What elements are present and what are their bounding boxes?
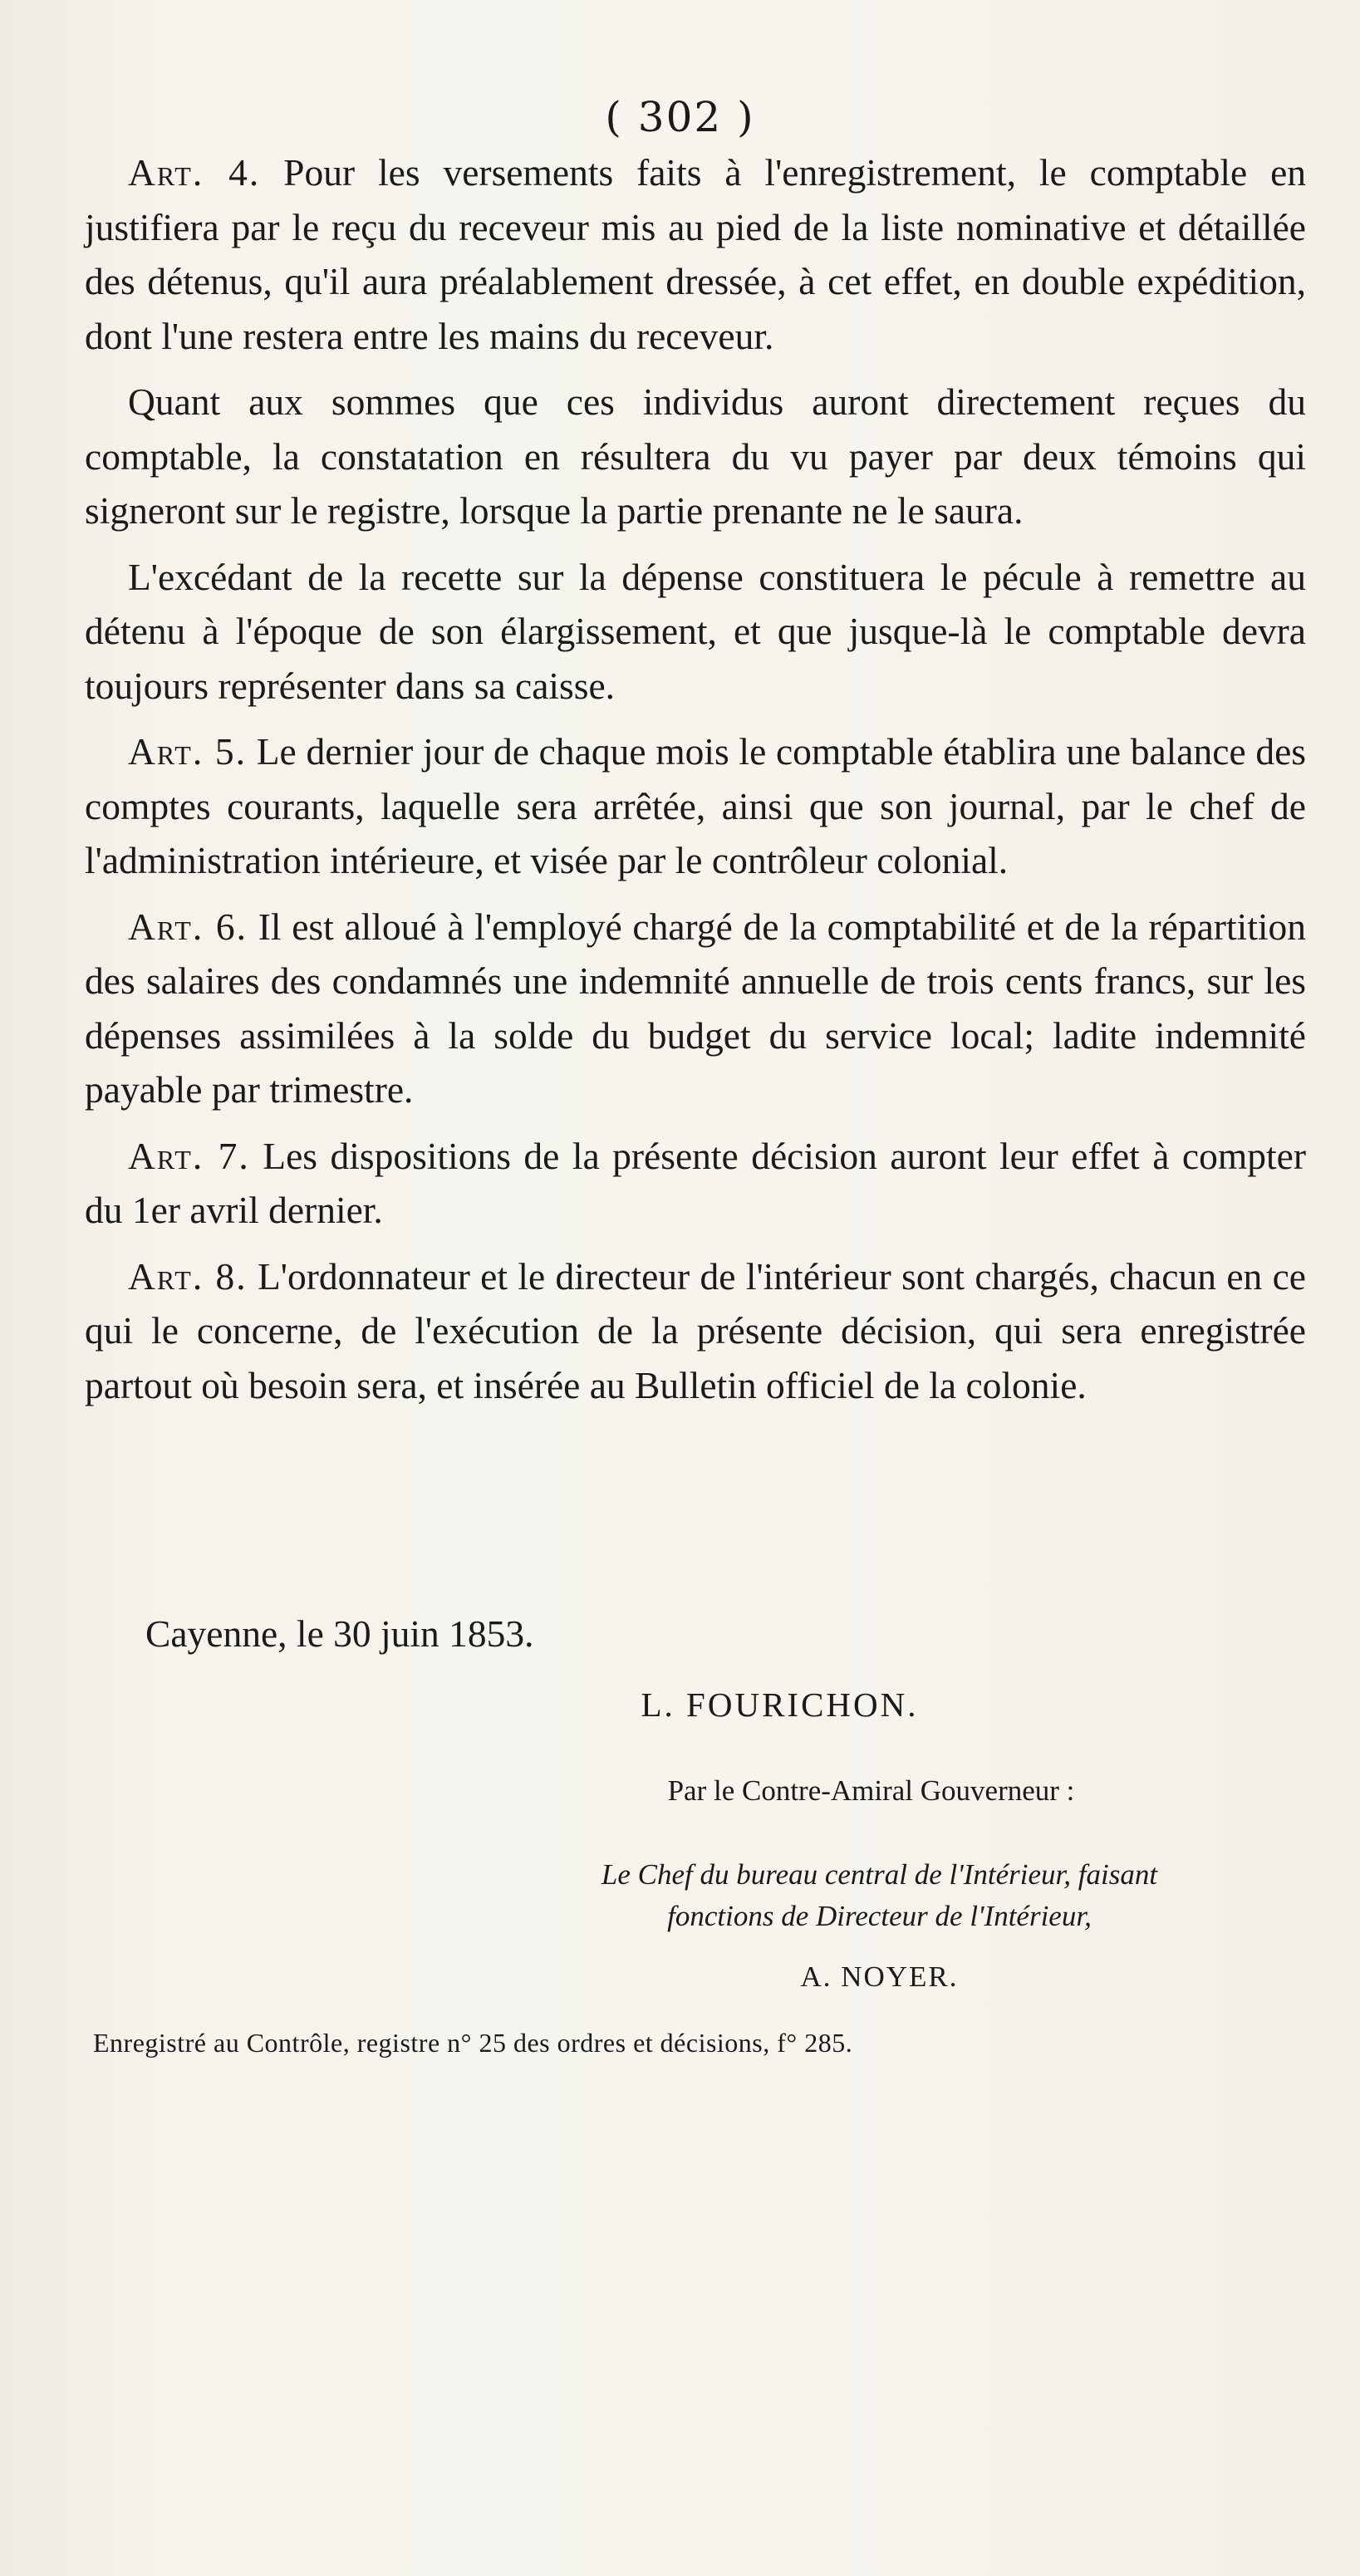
paragraph-art-5	[85, 724, 1306, 888]
paragraph-text: L'excédant de la recette sur la dépense constituera le pécule à remettre au détenu à l'époque de son élargissement, et que jusque-là le comptable devra toujours représenter dans sa caisse.	[85, 555, 1306, 707]
signature-role-line-2: fonctions de Directeur de l'Intérieur,	[667, 1900, 1092, 1932]
paragraph-sommes	[85, 375, 1306, 538]
paragraph-text: Il est alloué à l'employé chargé de la comptabilité et de la répartition des salaires des condamnés une indemnité annuelle de trois cents francs, sur les dépenses assimilées à la solde du budget du service local; ladite indemnité payable par trimestre.	[85, 905, 1307, 1111]
article-label: Art. 5.	[128, 730, 248, 773]
article-label: Art. 6.	[128, 905, 248, 948]
paragraph-art-8	[85, 1249, 1306, 1413]
paragraph-text: Pour les versements faits à l'enregistrement, le comptable en justifiera par le reçu du receveur mis au pied de la liste nominative et détaillée des détenus, qu'il aura préalablement dressée, à cet effet, en double expédition, dont l'une restera entre les mains du receveur.	[85, 151, 1307, 357]
paragraph-text: Le dernier jour de chaque mois le comptable établira une balance des comptes courants, laquelle sera arrêtée, ainsi que son journal, par le chef de l'administration intérieure, et visée par le contrôleur colonial.	[85, 730, 1307, 881]
page-number: ( 302 )	[605, 93, 755, 141]
paragraph-art-6	[85, 900, 1306, 1117]
article-label: Art. 4.	[128, 151, 261, 194]
article-label: Art. 8.	[128, 1254, 248, 1298]
paragraph-text: L'ordonnateur et le directeur de l'intérieur sont chargés, chacun en ce qui le concerne, de l'exécution de la présente décision, qui sera enregistrée partout où besoin sera, et insérée au Bulletin officiel de la colonie.	[85, 1254, 1307, 1406]
signature-role	[0, 1854, 1360, 1937]
paragraph-art-4	[85, 145, 1306, 363]
signature-name: L. FOURICHON.	[641, 1685, 919, 1724]
signature-role-line-1: Le Chef du bureau central de l'Intérieur, faisant	[601, 1858, 1158, 1891]
registration-note: Enregistré au Contrôle, registre n° 25 des ordres et décisions, f° 285.	[93, 2028, 853, 2058]
paragraph-excedant	[85, 550, 1306, 714]
signature-governor-line: Par le Contre-Amiral Gouverneur :	[667, 1774, 1075, 1807]
paragraph-text: Quant aux sommes que ces individus auront directement reçues du comptable, la constatation en résultera du vu payer par deux témoins qui signeront sur le registre, lorsque la partie prenante ne le saura.	[85, 380, 1306, 532]
paragraph-art-7	[85, 1129, 1306, 1238]
signature-second-name: A. NOYER.	[800, 1960, 959, 1993]
body-text	[85, 145, 1306, 1412]
date-line: Cayenne, le 30 juin 1853.	[145, 1612, 534, 1655]
paragraph-text: Les dispositions de la présente décision auront leur effet à compter du 1er avril dernier.	[85, 1134, 1307, 1231]
article-label: Art. 7.	[128, 1134, 250, 1177]
